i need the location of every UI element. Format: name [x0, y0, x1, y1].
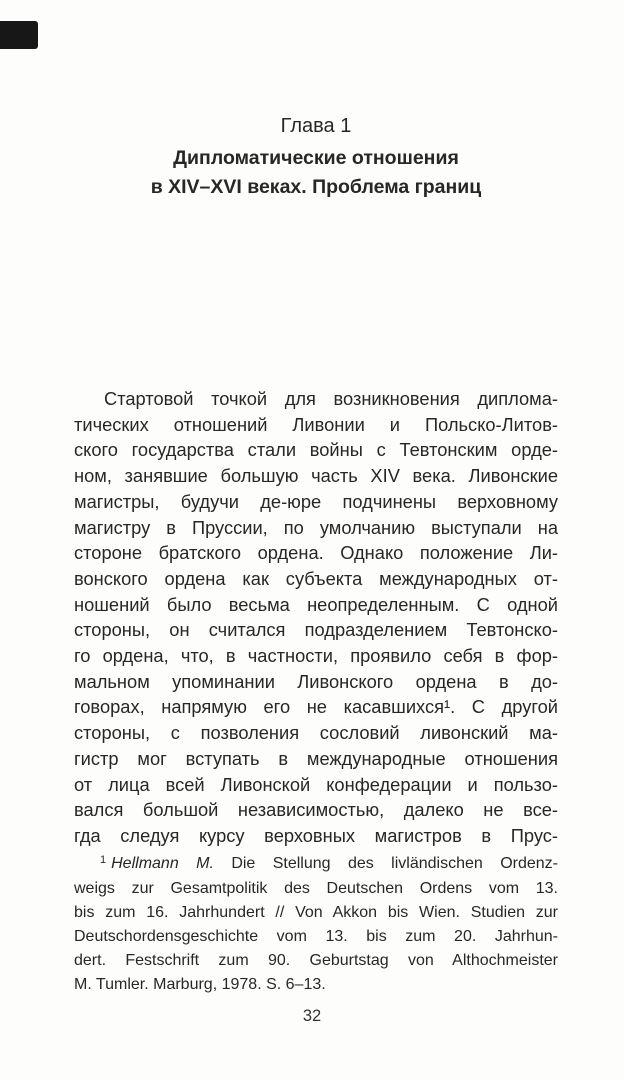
chapter-heading — [74, 112, 558, 202]
text-line: Deutschordensgeschichte vom 13. bis zum 20. Jahrhun- — [74, 928, 558, 945]
text-line: ном, занявшие большую часть XIV века. Ливонские — [74, 465, 558, 487]
text-line: магистры, будучи де-юре подчинены верховному — [74, 490, 558, 512]
text-line: тических отношений Ливонии и Польско-Литов- — [74, 413, 558, 435]
text-line: dert. Festschrift zum 90. Geburtstag von Althochmeister — [74, 952, 558, 969]
text-line: стороне братского ордена. Однако положение Ли- — [74, 542, 558, 564]
footnote — [74, 852, 558, 997]
text-line: го ордена, что, в частности, проявило себя в фор- — [74, 645, 558, 667]
text-line: ношений было весьма неопределенным. С одной — [74, 593, 558, 615]
text-line: магистру в Пруссии, по умолчанию выступали на — [74, 516, 558, 538]
body-paragraph — [74, 386, 558, 849]
footnote-marker: 1 — [100, 854, 107, 866]
text-line: гистр мог вступать в международные отношения — [74, 747, 558, 769]
footnote-first-line — [74, 852, 558, 877]
text-line: говорах, напрямую его не касавшихся¹. С другой — [74, 696, 558, 718]
footnote-author: Hellmann M. — [111, 855, 214, 872]
page-number: 32 — [302, 1007, 322, 1025]
text-line: bis zum 16. Jahrhundert // Von Akkon bis Wien. Studien zur — [74, 904, 558, 921]
text-line: вонского ордена как субъекта международных от- — [74, 567, 558, 589]
footnote-lines — [74, 877, 558, 997]
text-line: M. Tumler. Marburg, 1978. S. 6–13. — [74, 976, 326, 993]
text-line: мальном упоминании Ливонского ордена в до- — [74, 670, 558, 692]
text-line: ского государства стали войны с Тевтонским орде- — [74, 439, 558, 461]
text-line: вался большой независимостью, далеко не все- — [74, 799, 558, 821]
chapter-title-line-2: в XIV–XVI веках. Проблема границ — [150, 176, 482, 198]
text-line: Стартовой точкой для возникновения диплома- — [104, 388, 558, 409]
text-line: weigs zur Gesamtpolitik des Deutschen Ordens vom 13. — [74, 880, 558, 897]
text-line: стороны, он считался подразделением Тевтонско- — [74, 619, 558, 641]
footnote-first-line-text: Die Stellung des livländischen Ordenz- — [213, 855, 558, 872]
text-line: стороны, с позволения сословий ливонский ма- — [74, 722, 558, 744]
scan-corner-mark — [0, 21, 38, 49]
text-line: от лица всей Ливонской конфедерации и пользо- — [74, 773, 558, 795]
text-line: гда следуя курсу верховных магистров в Прус- — [74, 824, 558, 846]
chapter-title-line-1: Дипломатические отношения — [173, 147, 459, 169]
chapter-kicker: Глава 1 — [280, 115, 352, 137]
